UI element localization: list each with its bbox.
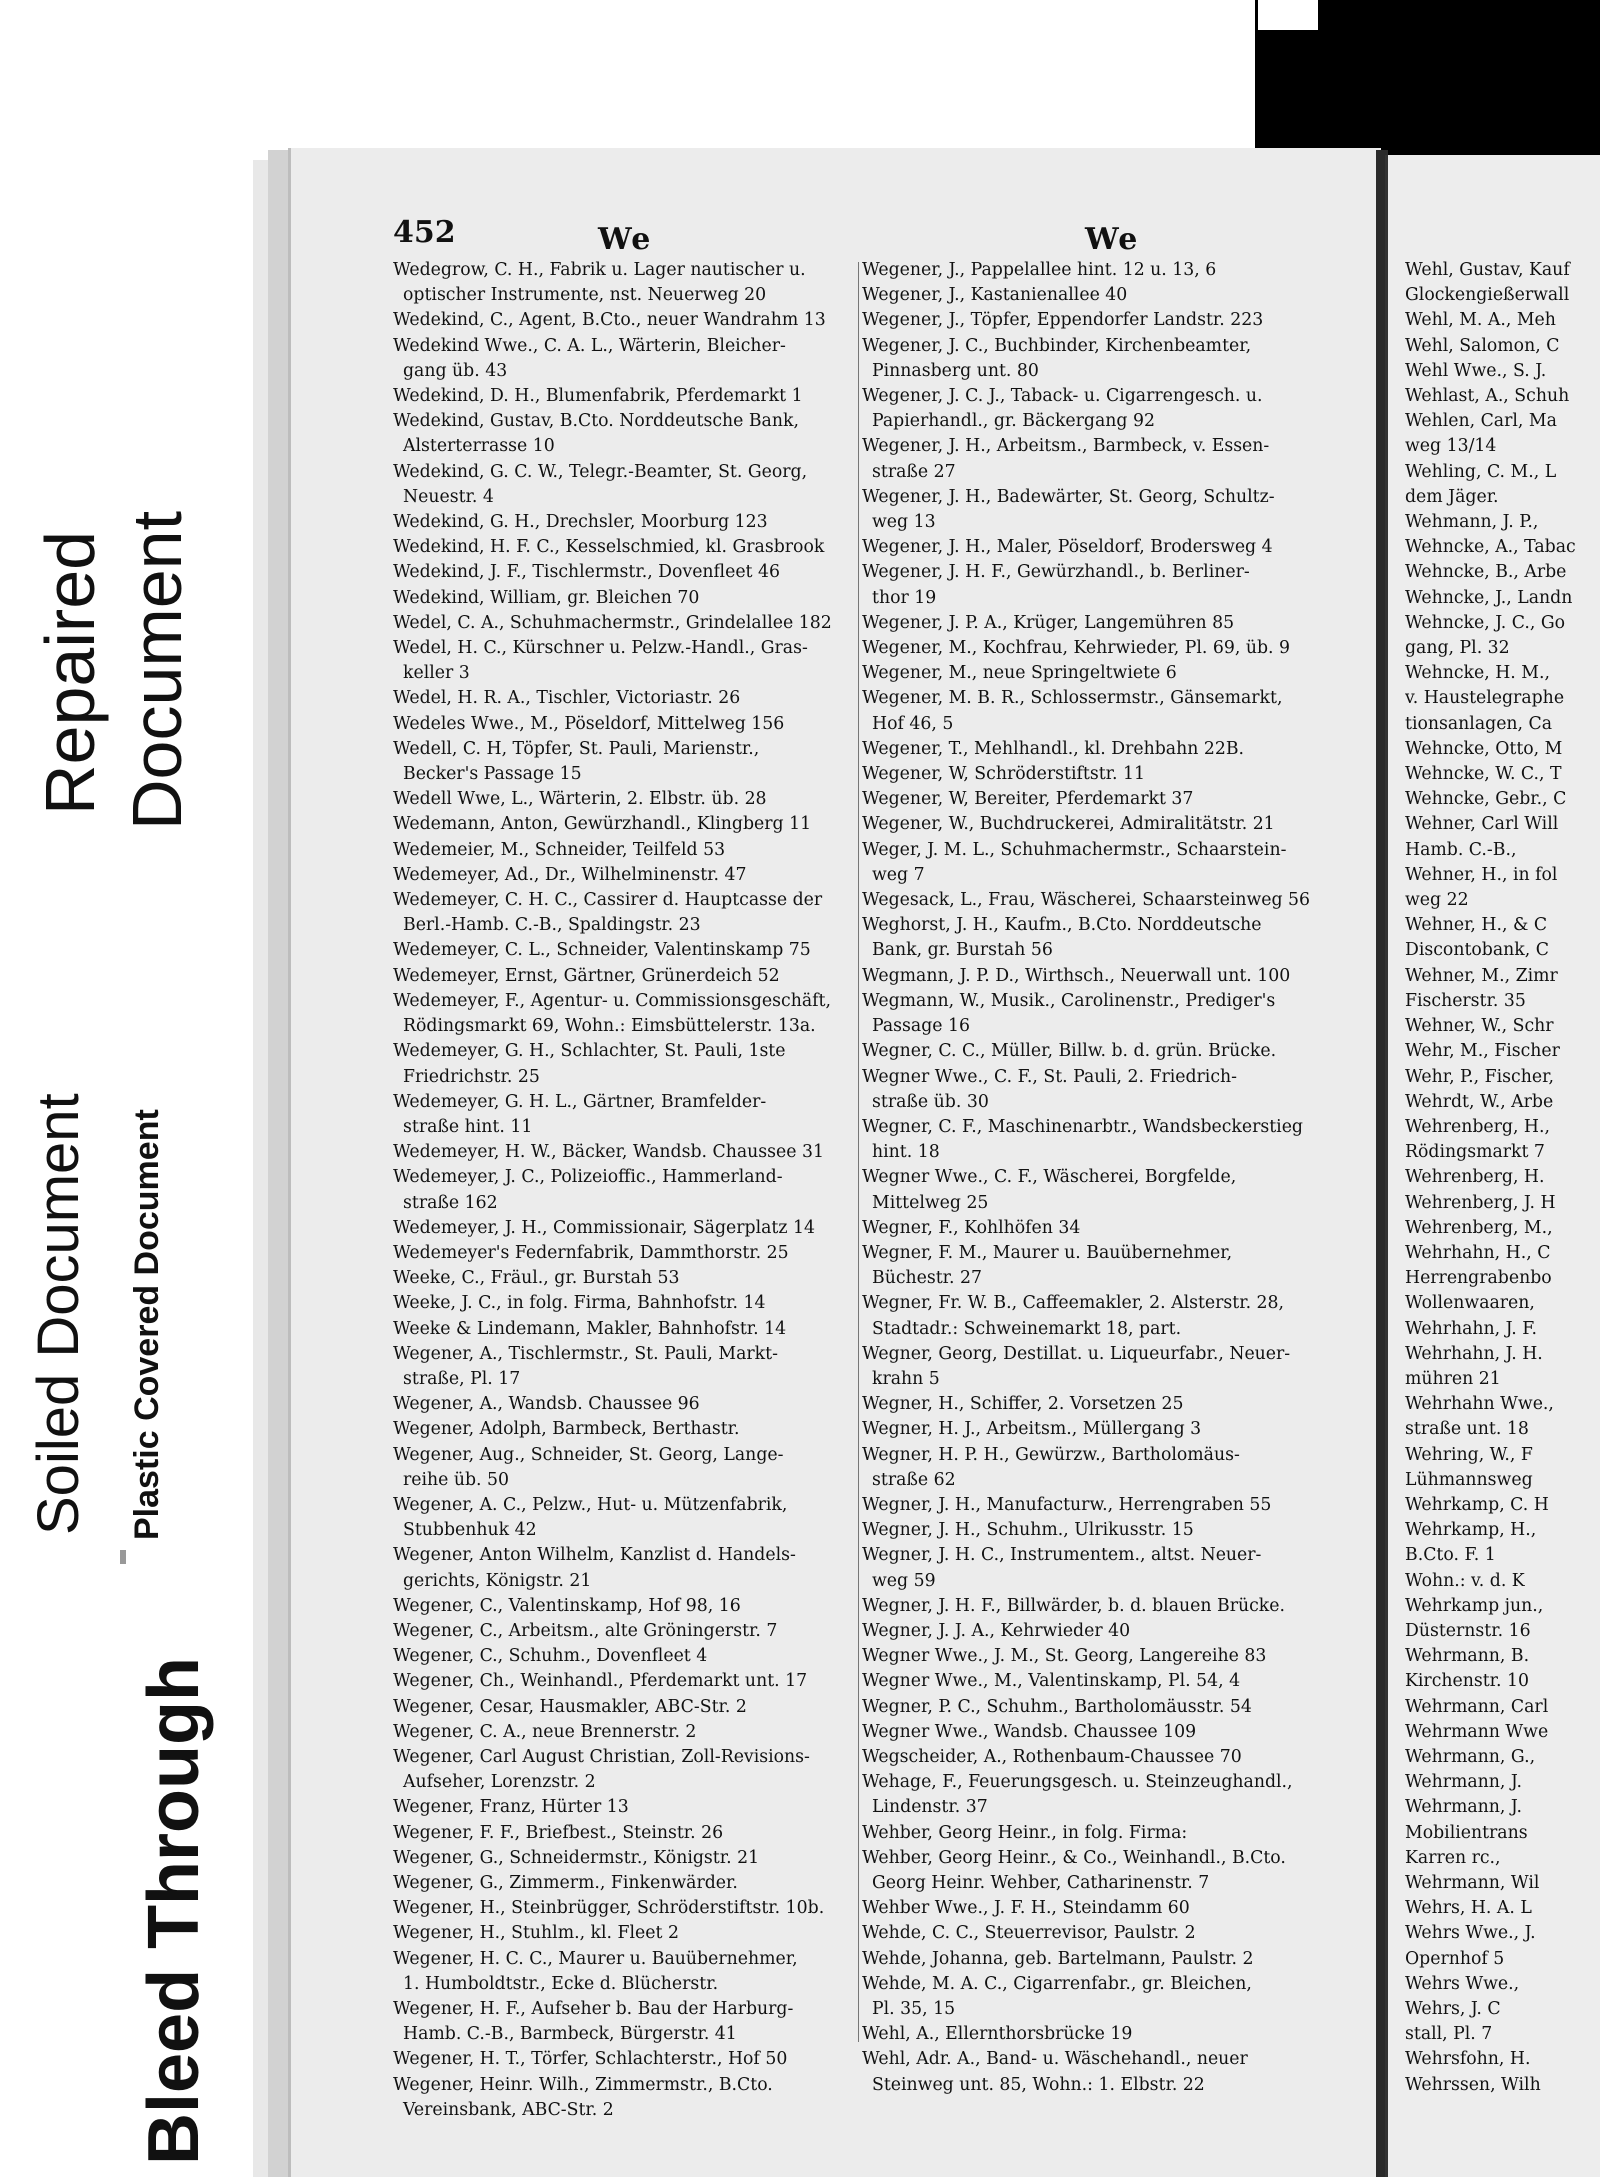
directory-entry: Wegner Wwe., C. F., Wäscherei, Borgfelde, <box>862 1167 1237 1188</box>
directory-entry-continuation: Stubbenhuk 42 <box>403 1520 537 1541</box>
directory-entry: Wedegrow, C. H., Fabrik u. Lager nautischer u. <box>393 260 806 280</box>
directory-entry: Wedekind, C., Agent, B.Cto., neuer Wandrahm 13 <box>393 310 826 331</box>
directory-entry-continuation: Becker's Passage 15 <box>403 764 582 785</box>
directory-entry: Wegscheider, A., Rothenbaum-Chaussee 70 <box>862 1746 1242 1767</box>
directory-entry: Wegener, Adolph, Barmbeck, Berthastr. <box>393 1419 740 1440</box>
directory-entry: Wedekind, J. F., Tischlermstr., Dovenfleet 46 <box>393 562 780 583</box>
right-page-entry-fragment: Wohn.: v. d. K <box>1405 1570 1525 1591</box>
directory-entry: Wegener, J., Kastanienallee 40 <box>862 285 1128 306</box>
directory-entry: Wegesack, L., Frau, Wäscherei, Schaarsteinweg 56 <box>862 890 1311 911</box>
directory-entry: Wegener, A., Wandsb. Chaussee 96 <box>393 1394 700 1415</box>
directory-entry: Wedekind, G. H., Drechsler, Moorburg 123 <box>393 512 768 533</box>
directory-entry: Wegner, J. J. A., Kehrwieder 40 <box>862 1620 1131 1641</box>
directory-entry: Wegener, J. C., Buchbinder, Kirchenbeamter, <box>862 335 1252 356</box>
directory-entry-continuation: weg 59 <box>872 1570 936 1591</box>
directory-entry: Wegener, H., Stuhlm., kl. Fleet 2 <box>393 1923 679 1944</box>
right-page-entry-fragment: Wehner, H., & C <box>1405 915 1548 936</box>
directory-entry: Wegener, W., Buchdruckerei, Admiralitätstr. 21 <box>862 814 1275 835</box>
right-page-entry-fragment: Wehner, W., Schr <box>1405 1016 1554 1037</box>
header-right: We <box>1085 222 1140 257</box>
directory-entry: Wegener, H. T., Törfer, Schlachterstr., Hof 50 <box>393 2049 788 2070</box>
right-page-entry-fragment: Wehrenberg, H., <box>1405 1116 1550 1137</box>
directory-entry: Wegener, J. P. A., Krüger, Langemühren 85 <box>862 612 1235 633</box>
directory-entry: Wegmann, J. P. D., Wirthsch., Neuerwall unt. 100 <box>862 965 1291 986</box>
directory-entry: Wehber Wwe., J. F. H., Steindamm 60 <box>862 1898 1190 1919</box>
directory-entry: Wedeles Wwe., M., Pöseldorf, Mittelweg 156 <box>393 713 785 734</box>
label-repaired-line1: Repaired <box>31 530 109 815</box>
directory-entry-continuation: Neuestr. 4 <box>403 486 494 507</box>
directory-entry: Wedekind Wwe., C. A. L., Wärterin, Bleicher- <box>393 335 786 356</box>
directory-entry-continuation: Steinweg unt. 85, Wohn.: 1. Elbstr. 22 <box>872 2074 1205 2095</box>
directory-entry: Wegener, Aug., Schneider, St. Georg, Lange- <box>393 1444 784 1465</box>
directory-entry: Wegener, J. H., Badewärter, St. Georg, Schultz- <box>862 486 1275 507</box>
right-page-entry-fragment: weg 22 <box>1405 890 1469 911</box>
directory-entry: Wegner, C. C., Müller, Billw. b. d. grün. Brücke. <box>862 1041 1277 1062</box>
right-page-entry-fragment: Wehrs, J. C <box>1405 1999 1501 2020</box>
column-divider <box>858 262 859 2042</box>
right-page-entry-fragment: Wehrmann, Wil <box>1405 1873 1540 1893</box>
right-page-entry-fragment: gang, Pl. 32 <box>1405 638 1510 659</box>
directory-entry: Weger, J. M. L., Schuhmachermstr., Schaarstein- <box>862 839 1287 860</box>
directory-entry-continuation: krahn 5 <box>872 1368 940 1389</box>
directory-entry: Wedekind, D. H., Blumenfabrik, Pferdemarkt 1 <box>393 386 803 407</box>
right-page-entry-fragment: Wehncke, H. M., <box>1405 663 1550 684</box>
right-page-entry-fragment: dem Jäger. <box>1405 486 1499 507</box>
right-page-entry-fragment: Wehrmann, G., <box>1405 1746 1536 1767</box>
directory-entry: Wehl, Adr. A., Band- u. Wäschehandl., neuer <box>862 2049 1248 2070</box>
directory-entry: Wegener, A. C., Pelzw., Hut- u. Mützenfabrik, <box>393 1494 788 1515</box>
directory-entry: Wegner Wwe., C. F., St. Pauli, 2. Friedrich- <box>862 1066 1237 1087</box>
directory-entry: Wedekind, William, gr. Bleichen 70 <box>393 587 700 608</box>
right-page-entry-fragment: Wehrs, H. A. L <box>1405 1898 1532 1919</box>
directory-entry-continuation: Pl. 35, 15 <box>872 1999 956 2020</box>
right-page-entry-fragment: Wehrkamp, C. H <box>1405 1494 1549 1515</box>
right-page-entry-fragment: Wehl, Gustav, Kauf <box>1405 260 1570 280</box>
directory-entry: Wedemeyer, J. H., Commissionair, Sägerplatz 14 <box>393 1217 815 1238</box>
directory-entry: Wegener, G., Schneidermstr., Königstr. 21 <box>393 1847 760 1868</box>
right-page-entry-fragment: Wehrmann, J. <box>1405 1772 1522 1793</box>
directory-entry-continuation: straße, Pl. 17 <box>403 1368 521 1389</box>
directory-entry-continuation: Lindenstr. 37 <box>872 1797 988 1818</box>
right-page-entry-fragment: Wehling, C. M., L <box>1405 461 1557 482</box>
page-number: 452 <box>393 215 456 250</box>
directory-entry: Wehde, M. A. C., Cigarrenfabr., gr. Bleichen, <box>862 1973 1252 1994</box>
right-page-entry-fragment: Wehlast, A., Schuh <box>1405 386 1570 407</box>
directory-entry: Wedekind, H. F. C., Kesselschmied, kl. Grasbrook <box>393 537 825 558</box>
directory-entry-continuation: Berl.-Hamb. C.-B., Spaldingstr. 23 <box>403 915 701 936</box>
directory-entry: Wedell, C. H, Töpfer, St. Pauli, Marienstr., <box>393 738 760 759</box>
directory-entry-continuation: optischer Instrumente, nst. Neuerweg 20 <box>403 285 767 306</box>
label-soiled-document: Soiled Document <box>26 1093 91 1535</box>
right-page-entry-fragment: mühren 21 <box>1405 1368 1501 1389</box>
directory-entry: Wegener, H. F., Aufseher b. Bau der Harburg- <box>393 1999 794 2020</box>
directory-entry: Wegner Wwe., M., Valentinskamp, Pl. 54, 4 <box>862 1671 1241 1692</box>
directory-entry: Wegner, Fr. W. B., Caffeemakler, 2. Alsterstr. 28, <box>862 1293 1285 1314</box>
right-page-entry-fragment: Wehrhahn Wwe., <box>1405 1394 1554 1415</box>
directory-entry: Wegener, F. F., Briefbest., Steinstr. 26 <box>393 1822 724 1843</box>
directory-entry-continuation: Alsterterrasse 10 <box>403 436 555 457</box>
directory-entry: Wegner, F., Kohlhöfen 34 <box>862 1217 1081 1238</box>
directory-entry: Wegner, J. H., Manufacturw., Herrengraben 55 <box>862 1494 1272 1515</box>
directory-entry: Wedemeyer, J. C., Polizeioffic., Hammerland- <box>393 1167 783 1188</box>
right-page-entry-fragment: Wehncke, J. C., Go <box>1405 612 1566 633</box>
right-page-entry-fragment: Wehring, W., F <box>1405 1444 1533 1465</box>
right-page-entry-fragment: Glockengießerwall <box>1405 285 1570 306</box>
directory-entry: Wehde, C. C., Steuerrevisor, Paulstr. 2 <box>862 1923 1196 1944</box>
directory-entry: Wegener, M. B. R., Schlossermstr., Gänsemarkt, <box>862 688 1283 709</box>
right-page-entry-fragment: Wehrsfohn, H. <box>1405 2049 1531 2070</box>
right-page-entry-fragment: Hamb. C.-B., <box>1405 839 1517 860</box>
directory-entry: Wegener, A., Tischlermstr., St. Pauli, Markt- <box>393 1343 778 1364</box>
right-page-entry-fragment: Karren rc., <box>1405 1847 1501 1868</box>
directory-entry: Wehde, Johanna, geb. Bartelmann, Paulstr. 2 <box>862 1948 1254 1969</box>
directory-entry: Wegener, J. H., Maler, Pöseldorf, Brodersweg 4 <box>862 537 1273 558</box>
right-page-entry-fragment: Wehr, M., Fischer <box>1405 1041 1560 1062</box>
directory-entry: Wegner, H. P. H., Gewürzw., Bartholomäus- <box>862 1444 1240 1465</box>
directory-entry-continuation: gang üb. 43 <box>403 360 508 381</box>
directory-entry: Wegener, C., Arbeitsm., alte Gröningerstr. 7 <box>393 1620 778 1641</box>
directory-entry: Wegener, Franz, Hürter 13 <box>393 1797 629 1818</box>
right-page-entry-fragment: Wehrmann Wwe <box>1405 1721 1549 1742</box>
right-page-entry-fragment: Wehncke, A., Tabac <box>1405 537 1576 558</box>
right-page-entry-fragment: Wehrs Wwe., J. <box>1405 1923 1536 1944</box>
right-page-entry-fragment: Kirchenstr. 10 <box>1405 1671 1530 1692</box>
directory-entry: Wegener, Ch., Weinhandl., Pferdemarkt unt. 17 <box>393 1671 808 1692</box>
directory-entry: Wehage, F., Feuerungsgesch. u. Steinzeughandl., <box>862 1772 1293 1793</box>
right-page-entry-fragment: Wehrdt, W., Arbe <box>1405 1091 1554 1112</box>
right-page-entry-fragment: Lühmannsweg <box>1405 1469 1533 1490</box>
label-repaired-line2: Document <box>118 510 196 830</box>
directory-entry-continuation: Mittelweg 25 <box>872 1192 989 1213</box>
right-page-entry-fragment: Düsternstr. 16 <box>1405 1620 1531 1641</box>
right-page-entry-fragment: Wehr, P., Fischer, <box>1405 1066 1554 1087</box>
right-page-entry-fragment: v. Haustelegraphe <box>1405 688 1565 709</box>
right-page-entry-fragment: Wehrssen, Wilh <box>1405 2074 1541 2095</box>
right-page-entry-fragment: Wehlen, Carl, Ma <box>1405 411 1557 432</box>
directory-entry-continuation: hint. 18 <box>872 1142 940 1163</box>
directory-entry-continuation: Bank, gr. Burstah 56 <box>872 940 1053 961</box>
right-page-entry-fragment: Wehner, M., Zimr <box>1405 965 1558 986</box>
directory-entry-continuation: Passage 16 <box>872 1016 970 1037</box>
directory-entry: Wegener, M., neue Springeltwiete 6 <box>862 663 1177 684</box>
right-page-entry-fragment: Wehrmann, Carl <box>1405 1696 1549 1717</box>
directory-entry: Wegener, M., Kochfrau, Kehrwieder, Pl. 69, üb. 9 <box>862 638 1291 659</box>
directory-entry: Weghorst, J. H., Kaufm., B.Cto. Norddeutsche <box>862 915 1262 936</box>
directory-entry: Wedekind, Gustav, B.Cto. Norddeutsche Bank, <box>393 411 799 432</box>
directory-column-left <box>393 258 863 2123</box>
right-page-entry-fragment: Wehrhahn, H., C <box>1405 1242 1551 1263</box>
right-page-entry-fragment: Wollenwaaren, <box>1405 1293 1535 1314</box>
directory-entry: Wegner Wwe., Wandsb. Chaussee 109 <box>862 1721 1197 1742</box>
directory-entry: Wegner, C. F., Maschinenarbtr., Wandsbeckerstieg <box>862 1116 1303 1137</box>
directory-entry: Weeke & Lindemann, Makler, Bahnhofstr. 14 <box>393 1318 787 1339</box>
directory-entry-continuation: 1. Humboldtstr., Ecke d. Blücherstr. <box>403 1973 719 1994</box>
directory-entry: Wegener, J. C. J., Taback- u. Cigarrengesch. u. <box>862 386 1263 407</box>
directory-entry-continuation: Hof 46, 5 <box>872 713 954 734</box>
directory-entry: Wegmann, W., Musik., Carolinenstr., Prediger's <box>862 990 1276 1011</box>
directory-column-middle <box>862 258 1332 2098</box>
right-page-entry-fragment: weg 13/14 <box>1405 436 1497 457</box>
directory-entry-continuation: straße üb. 30 <box>872 1091 989 1112</box>
page-edge-inner <box>268 150 288 2177</box>
directory-entry: Wegner Wwe., J. M., St. Georg, Langereihe 83 <box>862 1646 1267 1667</box>
directory-entry-continuation: Papierhandl., gr. Bäckergang 92 <box>872 411 1155 432</box>
directory-entry: Wegner, J. H. C., Instrumentem., altst. Neuer- <box>862 1545 1262 1566</box>
directory-entry: Wedell Wwe, L., Wärterin, 2. Elbstr. üb. 28 <box>393 789 767 810</box>
directory-entry: Wegener, H. C. C., Maurer u. Bauübernehmer, <box>393 1948 798 1969</box>
right-page-entry-fragment: Wehrkamp, H., <box>1405 1520 1537 1541</box>
directory-entry-continuation: Pinnasberg unt. 80 <box>872 360 1039 381</box>
right-page-entry-fragment: Wehner, Carl Will <box>1405 814 1559 835</box>
directory-entry: Wedemeyer, G. H. L., Gärtner, Bramfelder- <box>393 1091 767 1112</box>
directory-entry: Wedemeyer, Ernst, Gärtner, Grünerdeich 52 <box>393 965 780 986</box>
directory-entry: Wegener, J., Pappelallee hint. 12 u. 13, 6 <box>862 260 1217 280</box>
right-page-entry-fragment: tionsanlagen, Ca <box>1405 713 1553 734</box>
right-page-entry-fragment: Wehncke, W. C., T <box>1405 764 1562 785</box>
directory-entry-continuation: straße 162 <box>403 1192 498 1213</box>
directory-entry-continuation: weg 13 <box>872 512 936 533</box>
right-page-entry-fragment: Wehncke, Gebr., C <box>1405 789 1567 810</box>
directory-entry: Wedel, H. C., Kürschner u. Pelzw.-Handl., Gras- <box>393 638 808 659</box>
directory-entry: Wegener, G., Zimmerm., Finkenwärder. <box>393 1873 738 1893</box>
right-page-entry-fragment: stall, Pl. 7 <box>1405 2024 1493 2045</box>
directory-entry: Wehber, Georg Heinr., in folg. Firma: <box>862 1822 1188 1843</box>
directory-entry: Wegener, H., Steinbrügger, Schröderstiftstr. 10b. <box>393 1898 825 1919</box>
directory-entry: Wedemeyer's Federnfabrik, Dammthorstr. 25 <box>393 1242 789 1263</box>
directory-entry-continuation: Aufseher, Lorenzstr. 2 <box>403 1772 596 1793</box>
right-page-entry-fragment: Rödingsmarkt 7 <box>1405 1142 1545 1163</box>
directory-entry: Wegener, J. H. F., Gewürzhandl., b. Berliner- <box>862 562 1250 583</box>
directory-entry-continuation: weg 7 <box>872 864 925 885</box>
directory-entry: Wedemeyer, H. W., Bäcker, Wandsb. Chaussee 31 <box>393 1142 824 1163</box>
right-page-entry-fragment: Wehrenberg, H. <box>1405 1167 1545 1188</box>
right-page-entry-fragment: Discontobank, C <box>1405 940 1549 961</box>
right-page-entry-fragment: Wehrenberg, J. H <box>1405 1192 1556 1213</box>
directory-entry: Wegner, H., Schiffer, 2. Vorsetzen 25 <box>862 1394 1184 1415</box>
right-page-entry-fragment: Wehl, Salomon, C <box>1405 335 1560 356</box>
directory-entry-continuation: Stadtadr.: Schweinemarkt 18, part. <box>872 1318 1182 1339</box>
right-page-entry-fragment: Wehncke, Otto, M <box>1405 738 1563 759</box>
scan-white-strip <box>1258 0 1318 30</box>
directory-entry: Wedemeyer, C. H. C., Cassirer d. Hauptcasse der <box>393 890 823 911</box>
right-page-entry-fragment: Fischerstr. 35 <box>1405 990 1526 1011</box>
right-page-entry-fragment: Wehl, M. A., Meh <box>1405 310 1556 331</box>
directory-entry: Wedemeyer, C. L., Schneider, Valentinskamp 75 <box>393 940 811 961</box>
directory-entry: Wegener, C. A., neue Brennerstr. 2 <box>393 1721 697 1742</box>
directory-entry: Wegner, Georg, Destillat. u. Liqueurfabr., Neuer- <box>862 1343 1291 1364</box>
directory-entry: Wegener, J. H., Arbeitsm., Barmbeck, v. Essen- <box>862 436 1270 457</box>
directory-entry: Wedel, C. A., Schuhmachermstr., Grindelallee 182 <box>393 612 832 633</box>
directory-entry: Wegner, F. M., Maurer u. Bauübernehmer, <box>862 1242 1233 1263</box>
directory-entry-continuation: keller 3 <box>403 663 470 684</box>
directory-entry: Wedekind, G. C. W., Telegr.-Beamter, St. Georg, <box>393 461 808 482</box>
directory-entry-continuation: straße 62 <box>872 1469 956 1490</box>
directory-entry-continuation: Büchestr. 27 <box>872 1268 983 1289</box>
directory-entry-continuation: Georg Heinr. Wehber, Catharinenstr. 7 <box>872 1873 1210 1893</box>
directory-entry: Weeke, C., Fräul., gr. Burstah 53 <box>393 1268 680 1289</box>
right-page-entry-fragment: Wehrhahn, J. F. <box>1405 1318 1538 1339</box>
directory-entry: Wegener, Carl August Christian, Zoll-Revisions- <box>393 1746 810 1767</box>
right-page-entry-fragment: Wehrmann, J. <box>1405 1797 1522 1818</box>
directory-entry: Wedemann, Anton, Gewürzhandl., Klingberg 11 <box>393 814 812 835</box>
right-page-entry-fragment: Wehncke, J., Landn <box>1405 587 1573 608</box>
directory-entry-continuation: Hamb. C.-B., Barmbeck, Bürgerstr. 41 <box>403 2024 737 2045</box>
header-left: We <box>598 222 653 257</box>
right-page-entry-fragment: Wehrhahn, J. H. <box>1405 1343 1543 1364</box>
directory-entry: Wegener, Heinr. Wilh., Zimmermstr., B.Cto. <box>393 2074 773 2095</box>
directory-entry-continuation: Friedrichstr. 25 <box>403 1066 540 1087</box>
directory-entry: Wegener, C., Schuhm., Dovenfleet 4 <box>393 1646 708 1667</box>
right-page-entry-fragment: B.Cto. F. 1 <box>1405 1545 1496 1566</box>
directory-entry: Wegener, T., Mehlhandl., kl. Drehbahn 22B. <box>862 738 1245 759</box>
directory-entry: Wegener, C., Valentinskamp, Hof 98, 16 <box>393 1595 741 1616</box>
directory-entry-continuation: straße hint. 11 <box>403 1116 533 1137</box>
right-page-entry-fragment: Wehmann, J. P., <box>1405 512 1539 533</box>
right-page-entry-fragment: Wehncke, B., Arbe <box>1405 562 1567 583</box>
right-page-entry-fragment: Wehrenberg, M., <box>1405 1217 1553 1238</box>
label-plastic-covered: Plastic Covered Document <box>128 1109 166 1540</box>
directory-entry-continuation: gerichts, Königstr. 21 <box>403 1570 592 1591</box>
right-page-entry-fragment: Wehrmann, B. <box>1405 1646 1530 1667</box>
directory-entry: Wegner, J. H. F., Billwärder, b. d. blauen Brücke. <box>862 1595 1285 1616</box>
right-page-entry-fragment: Wehl Wwe., S. J. <box>1405 360 1547 381</box>
right-page-column <box>1405 258 1600 2098</box>
directory-entry-continuation: thor 19 <box>872 587 937 608</box>
directory-entry: Wehber, Georg Heinr., & Co., Weinhandl., B.Cto. <box>862 1847 1286 1868</box>
label-divider <box>120 1550 126 1564</box>
side-labels-panel <box>0 0 270 2177</box>
directory-entry-continuation: straße 27 <box>872 461 956 482</box>
right-page-entry-fragment: Opernhof 5 <box>1405 1948 1505 1969</box>
right-page-entry-fragment: Wehrs Wwe., <box>1405 1973 1520 1994</box>
right-page-entry-fragment: straße unt. 18 <box>1405 1419 1529 1440</box>
directory-entry: Wegener, W, Schröderstiftstr. 11 <box>862 764 1145 785</box>
directory-entry: Wegener, Anton Wilhelm, Kanzlist d. Handels- <box>393 1545 796 1566</box>
right-page-entry-fragment: Wehner, H., in fol <box>1405 864 1558 885</box>
directory-entry: Wedemeyer, F., Agentur- u. Commissionsgeschäft, <box>393 990 831 1011</box>
directory-entry: Wegner, P. C., Schuhm., Bartholomäusstr. 54 <box>862 1696 1252 1717</box>
directory-entry-continuation: Rödingsmarkt 69, Wohn.: Eimsbüttelerstr. 13a. <box>403 1016 816 1037</box>
directory-entry: Wegner, H. J., Arbeitsm., Müllergang 3 <box>862 1419 1202 1440</box>
label-bleed-through: Bleed Through <box>134 1657 214 2165</box>
directory-entry: Wegener, Cesar, Hausmakler, ABC-Str. 2 <box>393 1696 747 1717</box>
directory-entry: Wedemeyer, G. H., Schlachter, St. Pauli, 1ste <box>393 1041 786 1062</box>
right-page <box>1385 155 1600 2177</box>
directory-entry-continuation: reihe üb. 50 <box>403 1469 510 1490</box>
directory-entry-continuation: Vereinsbank, ABC-Str. 2 <box>403 2099 614 2120</box>
directory-entry: Wegener, J., Töpfer, Eppendorfer Landstr. 223 <box>862 310 1264 331</box>
directory-entry: Wegener, W, Bereiter, Pferdemarkt 37 <box>862 789 1194 810</box>
right-page-entry-fragment: Wehrkamp jun., <box>1405 1595 1544 1616</box>
right-page-entry-fragment: Herrengrabenbo <box>1405 1268 1552 1289</box>
directory-entry: Wehl, A., Ellernthorsbrücke 19 <box>862 2024 1133 2045</box>
directory-entry: Wedemeier, M., Schneider, Teilfeld 53 <box>393 839 726 860</box>
directory-entry: Wegner, J. H., Schuhm., Ulrikusstr. 15 <box>862 1520 1194 1541</box>
directory-entry: Wedel, H. R. A., Tischler, Victoriastr. 26 <box>393 688 741 709</box>
right-page-entry-fragment: Mobilientrans <box>1405 1822 1528 1843</box>
directory-entry: Wedemeyer, Ad., Dr., Wilhelminenstr. 47 <box>393 864 747 885</box>
directory-entry: Weeke, J. C., in folg. Firma, Bahnhofstr. 14 <box>393 1293 766 1314</box>
